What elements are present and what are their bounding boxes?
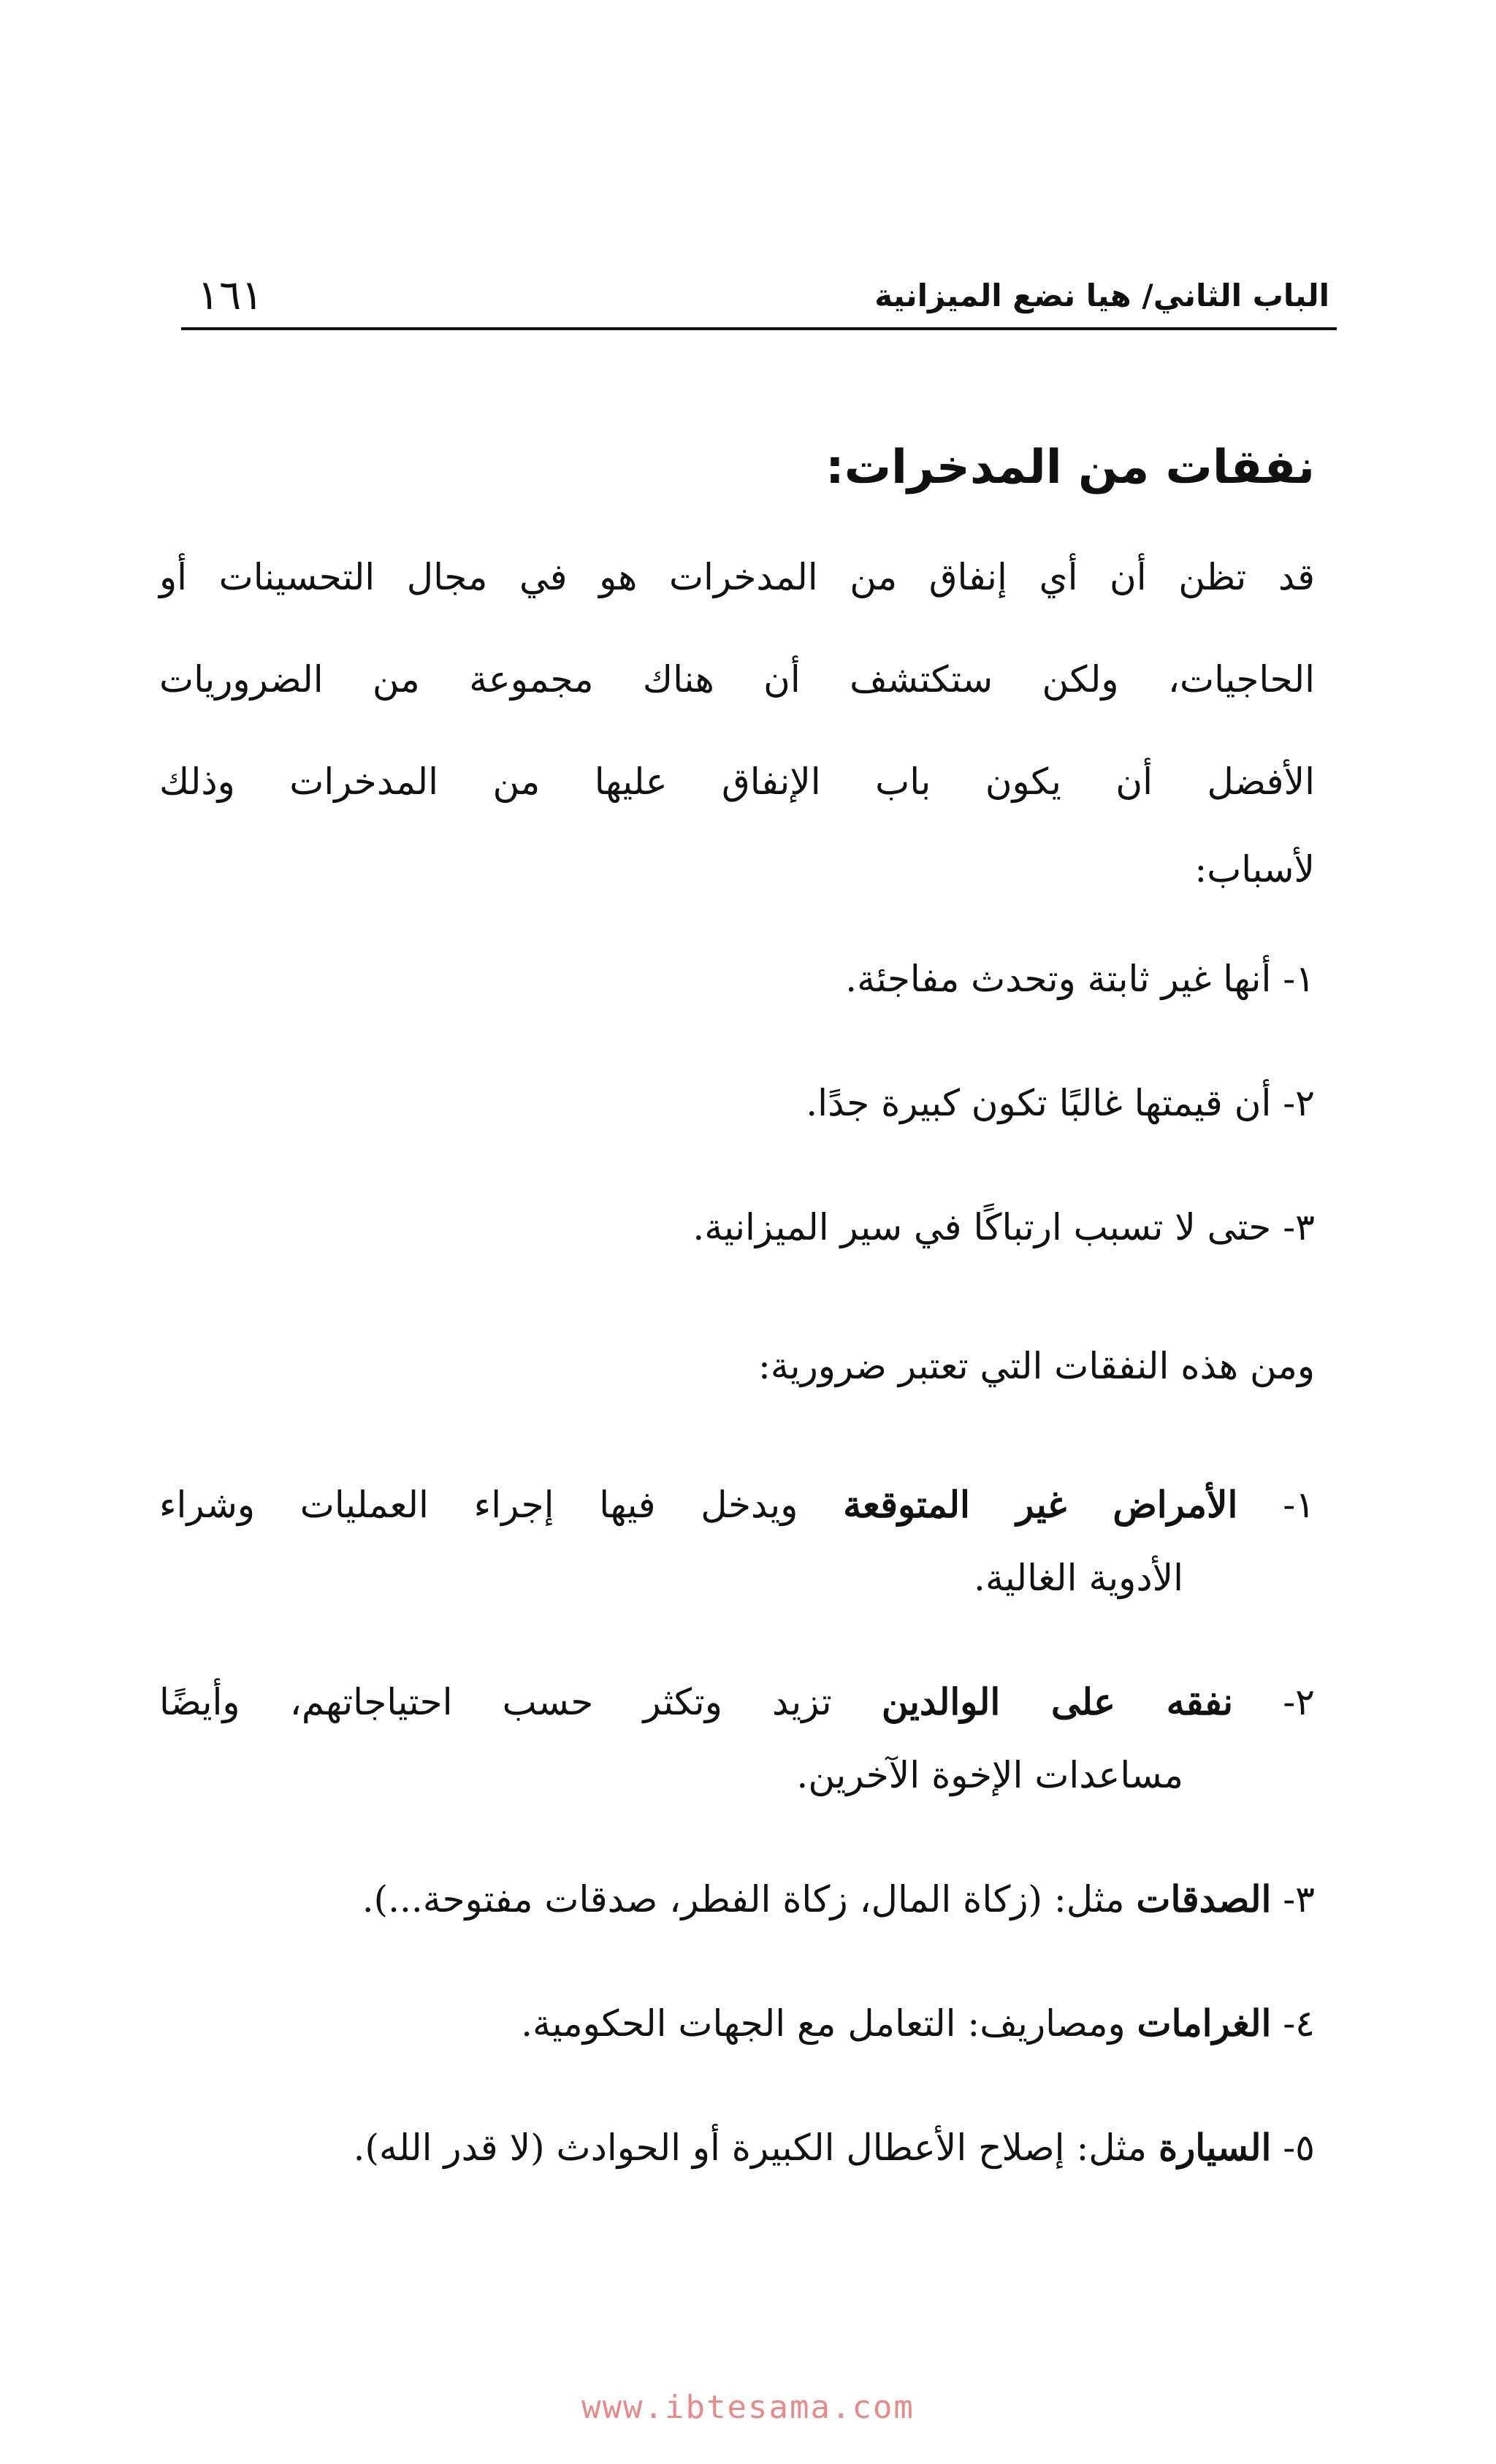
- expense-item: [159, 2111, 1315, 2184]
- intro-line-4: لأسباب:: [1194, 848, 1315, 890]
- reason-item: ٣- حتى لا تسبب ارتباكًا في سير الميزانية.: [692, 1206, 1315, 1248]
- expense-text: مثل: إصلاح الأعطال الكبيرة أو الحوادث (لا قدر الله).: [353, 2127, 1159, 2169]
- intro-line-3: الأفضل أن يكون باب الإنفاق عليها من المدخرات وذلك: [159, 760, 1315, 803]
- expense-text: ويدخل فيها إجراء العمليات وشراء: [159, 1484, 844, 1526]
- expense-item: [159, 1863, 1315, 1936]
- intro-line-1: قد تظن أن أي إنفاق من المدخرات هو في مجال التحسينات أو: [159, 556, 1315, 598]
- expenses-list: [159, 1468, 1315, 2235]
- expense-item: [159, 1468, 1315, 1614]
- expense-first-line: [159, 1468, 1315, 1541]
- site-watermark: www.ibtesama.com: [581, 2389, 915, 2426]
- item-number: ٥-: [1271, 2127, 1315, 2169]
- intro-line-2: الحاجيات، ولكن ستكتشف أن هناك مجموعة من الضروريات: [159, 658, 1315, 701]
- expense-term: الغرامات: [1137, 2002, 1272, 2045]
- expense-text: ومصاريف: التعامل مع الجهات الحكومية.: [521, 2002, 1137, 2045]
- expense-term: الأمراض غير المتوقعة: [843, 1483, 1238, 1526]
- expense-first-line: [159, 1666, 1315, 1739]
- item-number: ١-: [1237, 1484, 1315, 1526]
- expense-continuation: الأدوية الغالية.: [974, 1557, 1183, 1599]
- running-header: [183, 270, 1329, 321]
- item-number: ٣-: [1271, 1878, 1315, 1921]
- page-number: ١٦١: [197, 272, 264, 319]
- section-title: نفقات من المدخرات:: [825, 440, 1315, 495]
- item-number: ٤-: [1271, 2002, 1315, 2045]
- reasons-list: [692, 950, 1315, 1322]
- expense-text: تزيد وتكثر حسب احتياجاتهم، وأيضًا: [159, 1681, 882, 1723]
- header-divider: [181, 327, 1337, 330]
- reason-item: ٢- أن قيمتها غالبًا تكون كبيرة جدًا.: [806, 1082, 1315, 1124]
- expense-continuation: مساعدات الإخوة الآخرين.: [796, 1754, 1183, 1796]
- expense-term: السيارة: [1158, 2126, 1272, 2169]
- item-number: ٢-: [1233, 1681, 1315, 1723]
- expense-term: الصدقات: [1136, 1877, 1272, 1921]
- chapter-title: الباب الثاني/ هيا نضع الميزانية: [874, 278, 1329, 313]
- reason-item: ١- أنها غير ثابتة وتحدث مفاجئة.: [845, 958, 1315, 1000]
- lead-in: ومن هذه النفقات التي تعتبر ضرورية:: [758, 1345, 1315, 1387]
- expense-item: [159, 1987, 1315, 2060]
- expense-term: نفقه على الوالدين: [881, 1680, 1234, 1723]
- expense-text: مثل: (زكاة المال، زكاة الفطر، صدقات مفتوحة...).: [362, 1878, 1137, 1921]
- expense-item: [159, 1666, 1315, 1812]
